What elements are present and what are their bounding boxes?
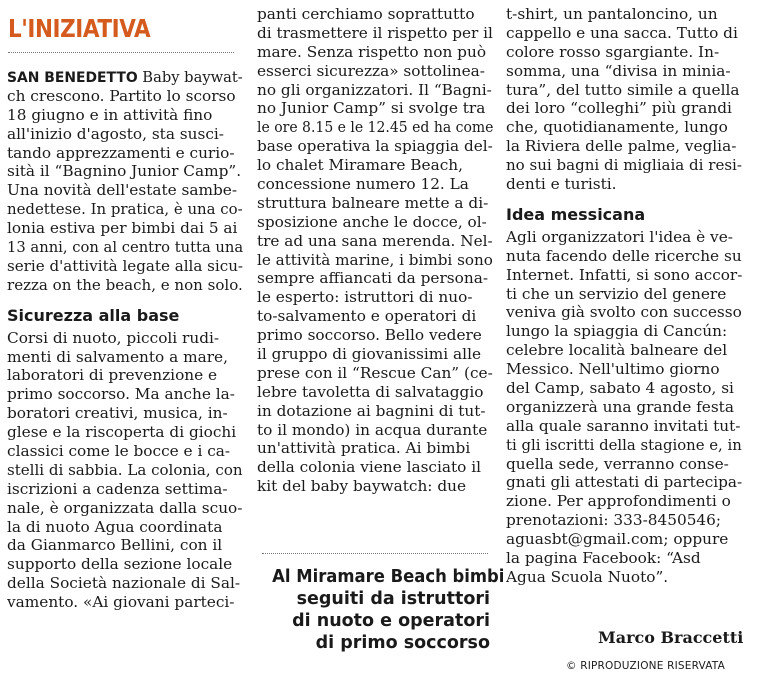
pull-quote-line: di primo soccorso: [315, 633, 490, 653]
text-line: che, quotidianamente, lungo: [506, 118, 728, 137]
text-line: quella sede, verranno conse-: [506, 454, 729, 473]
text-line: boratori creativi, musica, in-: [7, 404, 228, 423]
pull-quote-line: Al Miramare Beach bimbi: [272, 567, 505, 587]
text-line: Messico. Nell'ultimo giorno: [506, 360, 720, 379]
text-line: la Riviera delle palme, veglia-: [506, 137, 737, 156]
pull-quote: [258, 566, 505, 654]
text-line: il gruppo di giovanissimi alle: [257, 345, 482, 364]
pull-quote-line: seguiti da istruttori: [296, 589, 490, 609]
text-line: colore rosso sgargiante. In-: [506, 42, 720, 61]
text-line: sposizione anche le docce, ol-: [257, 212, 487, 231]
text-line: denti e turisti.: [506, 175, 617, 194]
text-line: laboratori di prevenzione e: [7, 366, 218, 385]
author-byline: Marco Braccetti: [598, 628, 744, 647]
text-line: prenotazioni: 333-8450546;: [506, 511, 722, 530]
text-line: t-shirt, un pantaloncino, un: [506, 5, 718, 23]
text-line: Una novità dell'estate sambe-: [7, 181, 238, 200]
text-line: no Junior Camp” si svolge tra: [257, 99, 486, 118]
text-line: aguasbt@gmail.com; oppure: [506, 530, 729, 549]
text-line: 13 anni, con al centro tutta una: [7, 238, 243, 257]
text-line: zione. Per approfondimenti o: [506, 492, 731, 511]
text-line: veniva già svolto con successo: [506, 303, 742, 322]
text-line: gnati gli attestati di partecipa-: [506, 473, 742, 492]
text-line: classici come le bocce e i ca-: [7, 442, 231, 461]
text-line: menti di salvamento a mare,: [7, 347, 228, 366]
text-line: base operativa la spiaggia del-: [257, 137, 493, 156]
column-1: [7, 68, 243, 612]
text-line: da Gianmarco Bellini, con il: [7, 536, 223, 555]
text-line: esserci sicurezza» sottolinea-: [257, 61, 485, 80]
text-line: della colonia viene lasciato il: [257, 458, 482, 477]
section-kicker: L'INIZIATIVA: [8, 14, 151, 43]
text-line: tura”, del tutto simile a quella: [506, 80, 740, 99]
text-line: sità il “Bagnino Junior Camp”.: [7, 162, 242, 181]
subhead: Idea messicana: [506, 204, 646, 224]
text-line: ch crescono. Partito lo scorso: [7, 86, 236, 105]
text-line: Agua Scuola Nuoto”.: [506, 567, 669, 586]
column-3: [506, 5, 742, 587]
text-line: serie d'attività legate alla sicu-: [7, 256, 243, 275]
text-line: 18 giugno e in attività fino: [7, 105, 213, 124]
text-line: concessione numero 12. La: [257, 175, 469, 194]
text-line: alla quale saranno invitati tut-: [506, 416, 741, 435]
text-line: to-salvamento e operatori di: [257, 307, 477, 326]
text-line: no sui bagni di migliaia di resi-: [506, 156, 742, 175]
text-line: [7, 68, 243, 87]
text-line: del Camp, sabato 4 agosto, si: [506, 379, 734, 398]
text-line: somma, una “divisa in minia-: [506, 61, 731, 80]
dateline: SAN BENEDETTO: [7, 70, 138, 86]
text-line: primo soccorso. Ma anche la-: [7, 385, 235, 404]
text-line: dei loro “colleghi” più grandi: [506, 99, 732, 118]
text-line: celebre località balneare del: [506, 341, 728, 360]
text-line: mare. Senza rispetto non può: [257, 42, 487, 61]
text-line: della Società nazionale di Sal-: [7, 574, 241, 593]
text-line: sempre affiancati da persona-: [257, 269, 488, 288]
column-2: [257, 5, 493, 496]
text-line: glese e la riscoperta di giochi: [7, 423, 237, 442]
text-line: primo soccorso. Bello vedere: [257, 326, 482, 345]
text-line: in dotazione ai bagnini di tut-: [257, 401, 486, 420]
pull-quote-line: di nuoto e operatori: [292, 611, 490, 631]
text-line: nedettese. In pratica, è una co-: [7, 200, 243, 219]
kicker-divider: [8, 52, 234, 53]
text-line: Agli organizzatori l'idea è ve-: [506, 227, 733, 246]
text-line: all'inizio d'agosto, sta susci-: [7, 124, 224, 143]
text-line: le ore 8.15 e le 12.45 ed ha come: [257, 118, 493, 137]
text-line: nale, è organizzata dalla scuo-: [7, 498, 243, 517]
text-line: struttura balneare mette a di-: [257, 193, 489, 212]
text-line: Internet. Infatti, si sono accor-: [506, 265, 742, 284]
text-line: di trasmettere il rispetto per il: [257, 23, 493, 42]
text-line: kit del baby baywatch: due: [257, 477, 467, 496]
text-line: ti che un servizio del genere: [506, 284, 727, 303]
subhead: Sicurezza alla base: [7, 305, 180, 325]
text-line: lebre tavoletta di salvataggio: [257, 382, 484, 401]
text-line: no gli organizzatori. Il “Bagni-: [257, 80, 492, 99]
text-line: prese con il “Rescue Can” (ce-: [257, 363, 493, 382]
text-line: le esperto: istruttori di nuo-: [257, 288, 473, 307]
copyright-notice: © RIPRODUZIONE RISERVATA: [566, 660, 725, 672]
text-line: cappello e una sacca. Tutto di: [506, 23, 738, 42]
pull-quote-divider: [262, 553, 488, 554]
text-line: to il mondo) in acqua durante: [257, 420, 488, 439]
text-line: organizzerà una grande festa: [506, 397, 734, 416]
text-line: lonia estiva per bimbi dai 5 ai: [7, 219, 238, 238]
text-line: rezza on the beach, e non solo.: [7, 275, 243, 294]
text-line-segment: Baby baywat-: [137, 68, 243, 86]
text-line: panti cerchiamo soprattutto: [257, 5, 475, 23]
text-line: supporto della sezione locale: [7, 555, 233, 574]
text-line: iscrizioni a cadenza settima-: [7, 479, 228, 498]
text-line: tando apprezzamenti e curio-: [7, 143, 235, 162]
text-line: un'attività pratica. Ai bimbi: [257, 439, 471, 458]
text-line: lungo la spiaggia di Cancún:: [506, 322, 728, 341]
text-line: nuta facendo delle ricerche su: [506, 246, 742, 265]
text-line: lo chalet Miramare Beach,: [257, 156, 463, 175]
text-line: tre ad una sana merenda. Nel-: [257, 231, 493, 250]
text-line: la di nuoto Agua coordinata: [7, 517, 223, 536]
text-line: vamento. «Ai giovani parteci-: [7, 593, 235, 612]
text-line: ti gli iscritti della stagione e, in: [506, 435, 742, 454]
text-line: Corsi di nuoto, piccoli rudi-: [7, 328, 220, 347]
text-line: stelli di sabbia. La colonia, con: [7, 460, 243, 479]
text-line: la pagina Facebook: “Asd: [506, 549, 701, 568]
text-line: le attività marine, i bimbi sono: [257, 250, 493, 269]
